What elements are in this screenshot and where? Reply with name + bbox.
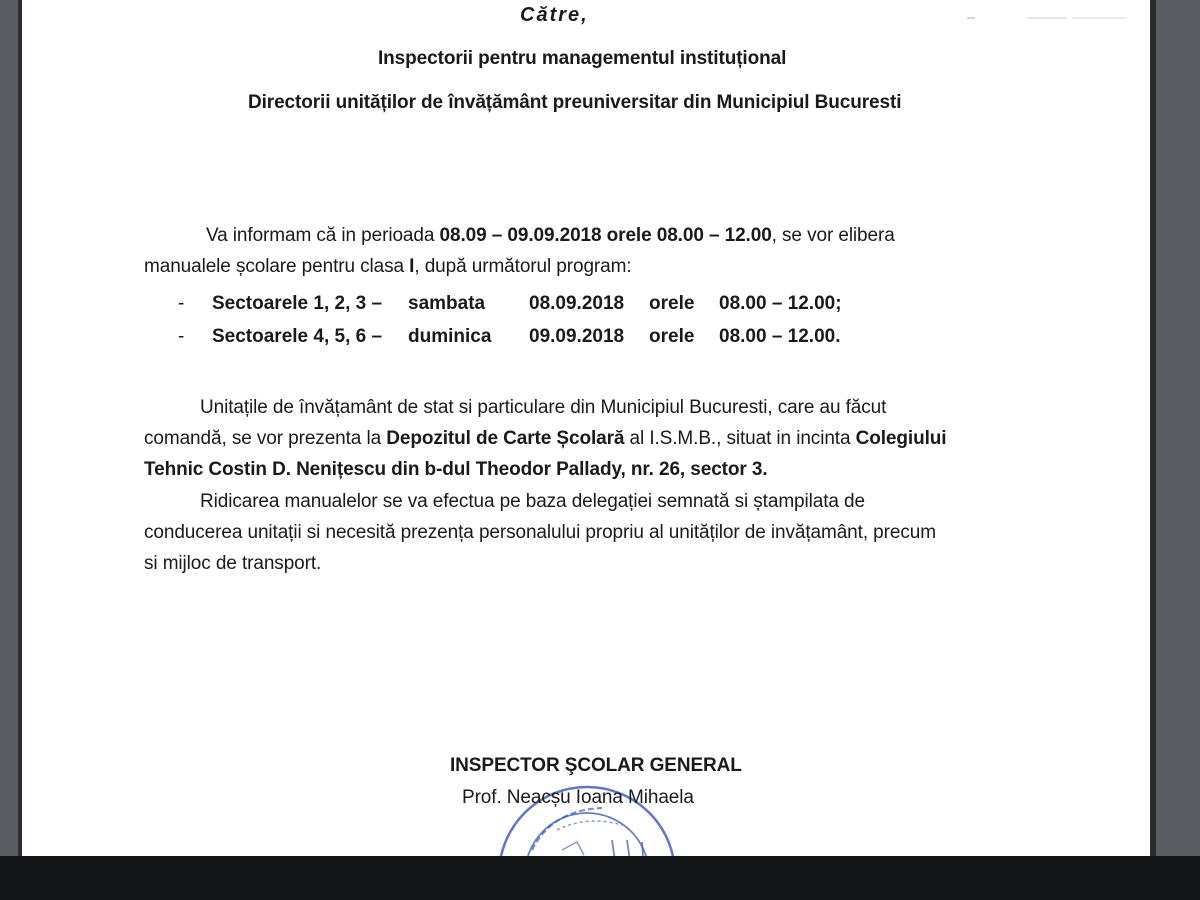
scan-artifact <box>967 13 1127 23</box>
paragraph-2-line-3: Tehnic Costin D. Nenițescu din b-dul Theodor Pallady, nr. 26, sector 3. <box>144 459 768 480</box>
schedule-label: orele <box>649 326 695 347</box>
text: , se vor elibera <box>771 225 895 246</box>
paragraph-2-line-2 <box>144 423 946 454</box>
paragraph-1-line-2 <box>144 251 632 282</box>
signatory-name: Prof. Neacșu Ioana Mihaela <box>462 787 694 808</box>
period-bold: 08.09 – 09.09.2018 orele 08.00 – 12.00 <box>439 225 772 246</box>
schedule-hours: 08.00 – 12.00. <box>719 326 841 347</box>
text: comandă, se vor prezenta la <box>144 428 387 449</box>
text: manualele școlare pentru clasa <box>144 256 410 277</box>
viewer-bottom-bar <box>0 856 1200 900</box>
salutation: Către, <box>520 4 589 26</box>
paragraph-3-line-3: si mijloc de transport. <box>144 553 322 574</box>
recipient-inspectors: Inspectorii pentru managementul instituțional <box>378 48 787 69</box>
text: Va informam că in perioada <box>206 225 440 246</box>
signatory-title: INSPECTOR ŞCOLAR GENERAL <box>450 755 742 776</box>
schedule-day: duminica <box>408 326 492 347</box>
schedule-sectors: Sectoarele 4, 5, 6 – <box>212 326 383 347</box>
depot-name: Depozitul de Carte Școlară <box>386 428 625 449</box>
paragraph-3-line-2: conducerea unitații si necesită prezența personalului propriu al unităților de invățamânt, precum <box>144 522 936 543</box>
text: al I.S.M.B., situat in incinta <box>624 428 856 449</box>
document-page[interactable] <box>22 0 1150 856</box>
paragraph-3-line-1: Ridicarea manualelor se va efectua pe baza delegației semnată si ștampilata de <box>200 491 865 512</box>
schedule-hours: 08.00 – 12.00; <box>719 293 842 314</box>
schedule-date: 08.09.2018 <box>529 293 625 314</box>
class-bold: I <box>409 256 415 277</box>
text: , după următorul program: <box>414 256 632 277</box>
recipient-directors: Directorii unităților de învățământ preuniversitar din Municipiul Bucuresti <box>248 92 902 113</box>
schedule-date: 09.09.2018 <box>529 326 625 347</box>
bullet-dash: - <box>178 326 185 347</box>
bullet-dash: - <box>178 293 185 314</box>
schedule-sectors: Sectoarele 1, 2, 3 – <box>212 293 383 314</box>
paragraph-1-line-1 <box>206 220 895 251</box>
paragraph-2-line-1: Unitațile de învățamânt de stat si particulare din Municipiul Bucuresti, care au făcut <box>200 397 887 418</box>
schedule-day: sambata <box>408 293 486 314</box>
college-name: Colegiului <box>855 428 947 449</box>
schedule-label: orele <box>649 293 695 314</box>
